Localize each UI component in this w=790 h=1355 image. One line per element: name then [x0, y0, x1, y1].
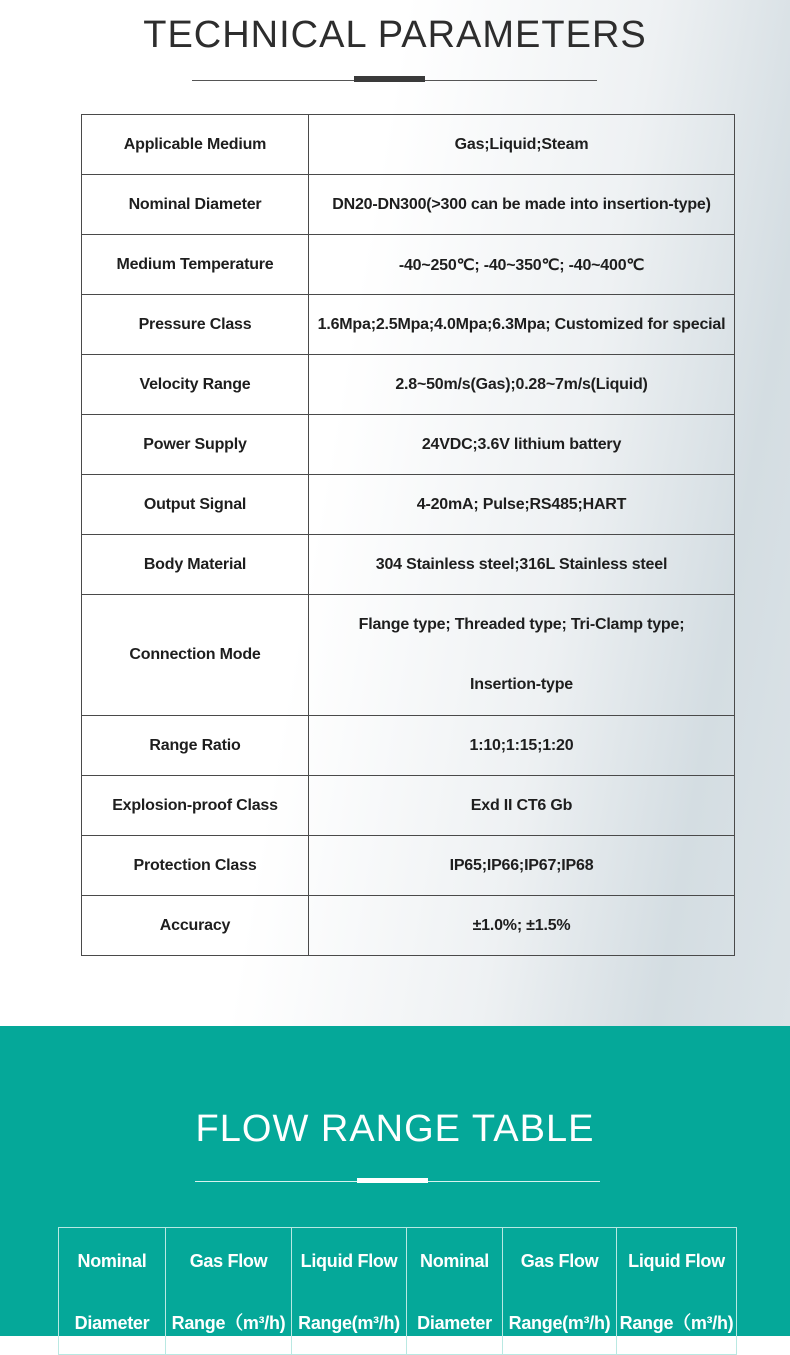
param-label: Pressure Class	[82, 295, 309, 355]
technical-parameters-table	[81, 114, 735, 956]
table-row	[82, 716, 735, 776]
header-line: Nominal	[420, 1251, 489, 1271]
param-value: 2.8~50m/s(Gas);0.28~7m/s(Liquid)	[309, 355, 735, 415]
technical-parameters-title: TECHNICAL PARAMETERS	[143, 14, 647, 56]
param-value: 1.6Mpa;2.5Mpa;4.0Mpa;6.3Mpa; Customized for special	[309, 295, 735, 355]
param-label: Connection Mode	[82, 595, 309, 716]
header-line: Nominal	[77, 1251, 147, 1271]
param-value: 304 Stainless steel;316L Stainless steel	[309, 535, 735, 595]
table-row	[82, 115, 735, 175]
param-value: DN20-DN300(>300 can be made into insertion-type)	[309, 175, 735, 235]
table-row	[82, 415, 735, 475]
param-value: -40~250℃; -40~350℃; -40~400℃	[309, 235, 735, 295]
param-label: Nominal Diameter	[82, 175, 309, 235]
header-line: Range（m³/h)	[619, 1313, 734, 1333]
table-row	[82, 235, 735, 295]
table-row	[82, 355, 735, 415]
header-line: Diameter	[417, 1313, 492, 1333]
param-value: 24VDC;3.6V lithium battery	[309, 415, 735, 475]
header-line: Liquid Flow	[300, 1251, 398, 1271]
table-header-row	[59, 1228, 737, 1355]
param-label: Range Ratio	[82, 716, 309, 776]
param-value: 4-20mA; Pulse;RS485;HART	[309, 475, 735, 535]
header-line: Range(m³/h)	[298, 1313, 400, 1333]
table-row	[82, 896, 735, 956]
header-line: Gas Flow	[520, 1251, 599, 1271]
param-label: Accuracy	[82, 896, 309, 956]
param-value: IP65;IP66;IP67;IP68	[309, 836, 735, 896]
param-value: Gas;Liquid;Steam	[309, 115, 735, 175]
param-label: Output Signal	[82, 475, 309, 535]
column-header-gas-flow-range	[503, 1228, 617, 1355]
param-value	[309, 595, 735, 716]
param-label: Applicable Medium	[82, 115, 309, 175]
param-value: 1:10;1:15;1:20	[309, 716, 735, 776]
param-label: Velocity Range	[82, 355, 309, 415]
column-header-liquid-flow-range	[617, 1228, 737, 1355]
column-header-gas-flow-range	[166, 1228, 292, 1355]
table-row	[82, 776, 735, 836]
param-value-line: Insertion-type	[470, 676, 573, 693]
column-header-nominal-diameter	[407, 1228, 503, 1355]
table-row	[82, 535, 735, 595]
param-label: Power Supply	[82, 415, 309, 475]
header-line: Liquid Flow	[628, 1251, 725, 1271]
header-line: Range（m³/h)	[171, 1313, 286, 1333]
param-value: Exd II CT6 Gb	[309, 776, 735, 836]
param-label: Medium Temperature	[82, 235, 309, 295]
param-value: ±1.0%; ±1.5%	[309, 896, 735, 956]
table-row	[82, 595, 735, 716]
header-line: Range(m³/h)	[508, 1313, 611, 1333]
flow-range-title: FLOW RANGE TABLE	[195, 1108, 595, 1150]
table-row	[82, 295, 735, 355]
param-value-line: Flange type; Threaded type; Tri-Clamp type;	[358, 616, 685, 633]
param-label: Explosion-proof Class	[82, 776, 309, 836]
header-line: Diameter	[74, 1313, 150, 1333]
header-line: Gas Flow	[189, 1251, 268, 1271]
column-header-nominal-diameter	[59, 1228, 166, 1355]
table-row	[82, 836, 735, 896]
param-label: Body Material	[82, 535, 309, 595]
table-row	[82, 475, 735, 535]
title-divider-accent	[357, 1178, 428, 1183]
table-row	[82, 175, 735, 235]
param-label: Protection Class	[82, 836, 309, 896]
title-divider-accent	[354, 76, 425, 82]
column-header-liquid-flow-range	[292, 1228, 407, 1355]
